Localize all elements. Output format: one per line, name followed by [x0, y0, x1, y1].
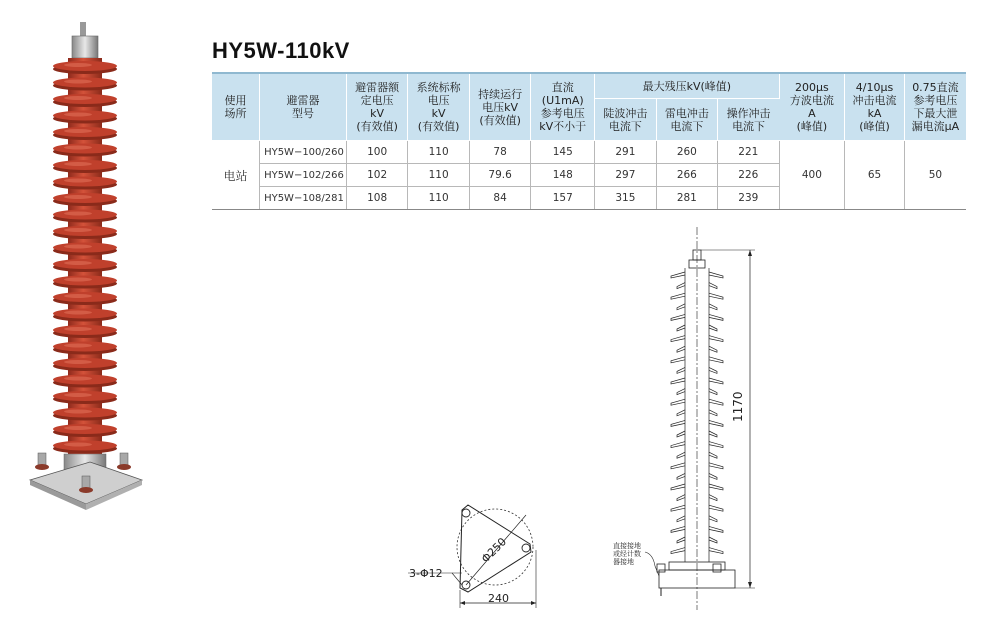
header-square-wave: 200μs 方波电流 A (峰值): [779, 73, 845, 141]
cell-rated: 100: [346, 141, 407, 164]
base-holes-label: 3-Φ12: [409, 567, 443, 580]
cell-lightning: 281: [656, 187, 717, 210]
header-steep-wave: 陡波冲击 电流下: [595, 99, 656, 141]
table-row: [212, 141, 966, 164]
base-circle-label: Φ250: [478, 535, 510, 566]
spec-table: [212, 72, 966, 210]
header-model: 避雷器 型号: [260, 73, 347, 141]
base-plate-drawing: [400, 490, 560, 615]
header-place: 使用 场所: [212, 73, 260, 141]
ground-note-line-1: 直接接地: [613, 542, 641, 550]
ground-note-line-2: 或经计数: [613, 550, 641, 558]
side-elevation-drawing: [605, 222, 775, 622]
cell-dc: 157: [531, 187, 595, 210]
header-system-voltage: 系统标称 电压 kV (有效值): [408, 73, 469, 141]
cell-dc: 145: [531, 141, 595, 164]
cell-switching: 221: [718, 141, 779, 164]
header-leakage: 0.75直流 参考电压 下最大泄 漏电流μA: [904, 73, 966, 141]
cell-system: 110: [408, 164, 469, 187]
cell-lightning: 260: [656, 141, 717, 164]
cell-impulse-4-10: 65: [845, 141, 905, 210]
cell-switching: 226: [718, 164, 779, 187]
cell-leakage: 50: [904, 141, 966, 210]
cell-continuous: 84: [469, 187, 531, 210]
base-width-label: 240: [488, 592, 509, 605]
ground-note-line-3: 器接地: [613, 558, 634, 566]
cell-system: 110: [408, 187, 469, 210]
header-lightning-impulse: 雷电冲击 电流下: [656, 99, 717, 141]
cell-place: 电站: [212, 141, 260, 210]
arrester-photo: [20, 18, 150, 518]
header-max-residual: 最大残压kV(峰值): [595, 73, 779, 99]
header-dc-reference: 直流 (U1mA) 参考电压 kV不小于: [531, 73, 595, 141]
cell-model: HY5W−100/260: [260, 141, 347, 164]
cell-rated: 102: [346, 164, 407, 187]
height-label: 1170: [731, 391, 745, 422]
page-title: HY5W-110kV: [212, 38, 350, 63]
cell-system: 110: [408, 141, 469, 164]
cell-steep: 291: [595, 141, 656, 164]
cell-switching: 239: [718, 187, 779, 210]
cell-lightning: 266: [656, 164, 717, 187]
cell-square-wave: 400: [779, 141, 845, 210]
cell-continuous: 79.6: [469, 164, 531, 187]
cell-rated: 108: [346, 187, 407, 210]
cell-steep: 315: [595, 187, 656, 210]
header-rated-voltage: 避雷器额 定电压 kV (有效值): [346, 73, 407, 141]
header-impulse-4-10: 4/10μs 冲击电流 kA (峰值): [845, 73, 905, 141]
cell-steep: 297: [595, 164, 656, 187]
cell-model: HY5W−102/266: [260, 164, 347, 187]
header-continuous-voltage: 持续运行 电压kV (有效值): [469, 73, 531, 141]
cell-model: HY5W−108/281: [260, 187, 347, 210]
cell-dc: 148: [531, 164, 595, 187]
cell-continuous: 78: [469, 141, 531, 164]
header-switching-impulse: 操作冲击 电流下: [718, 99, 779, 141]
